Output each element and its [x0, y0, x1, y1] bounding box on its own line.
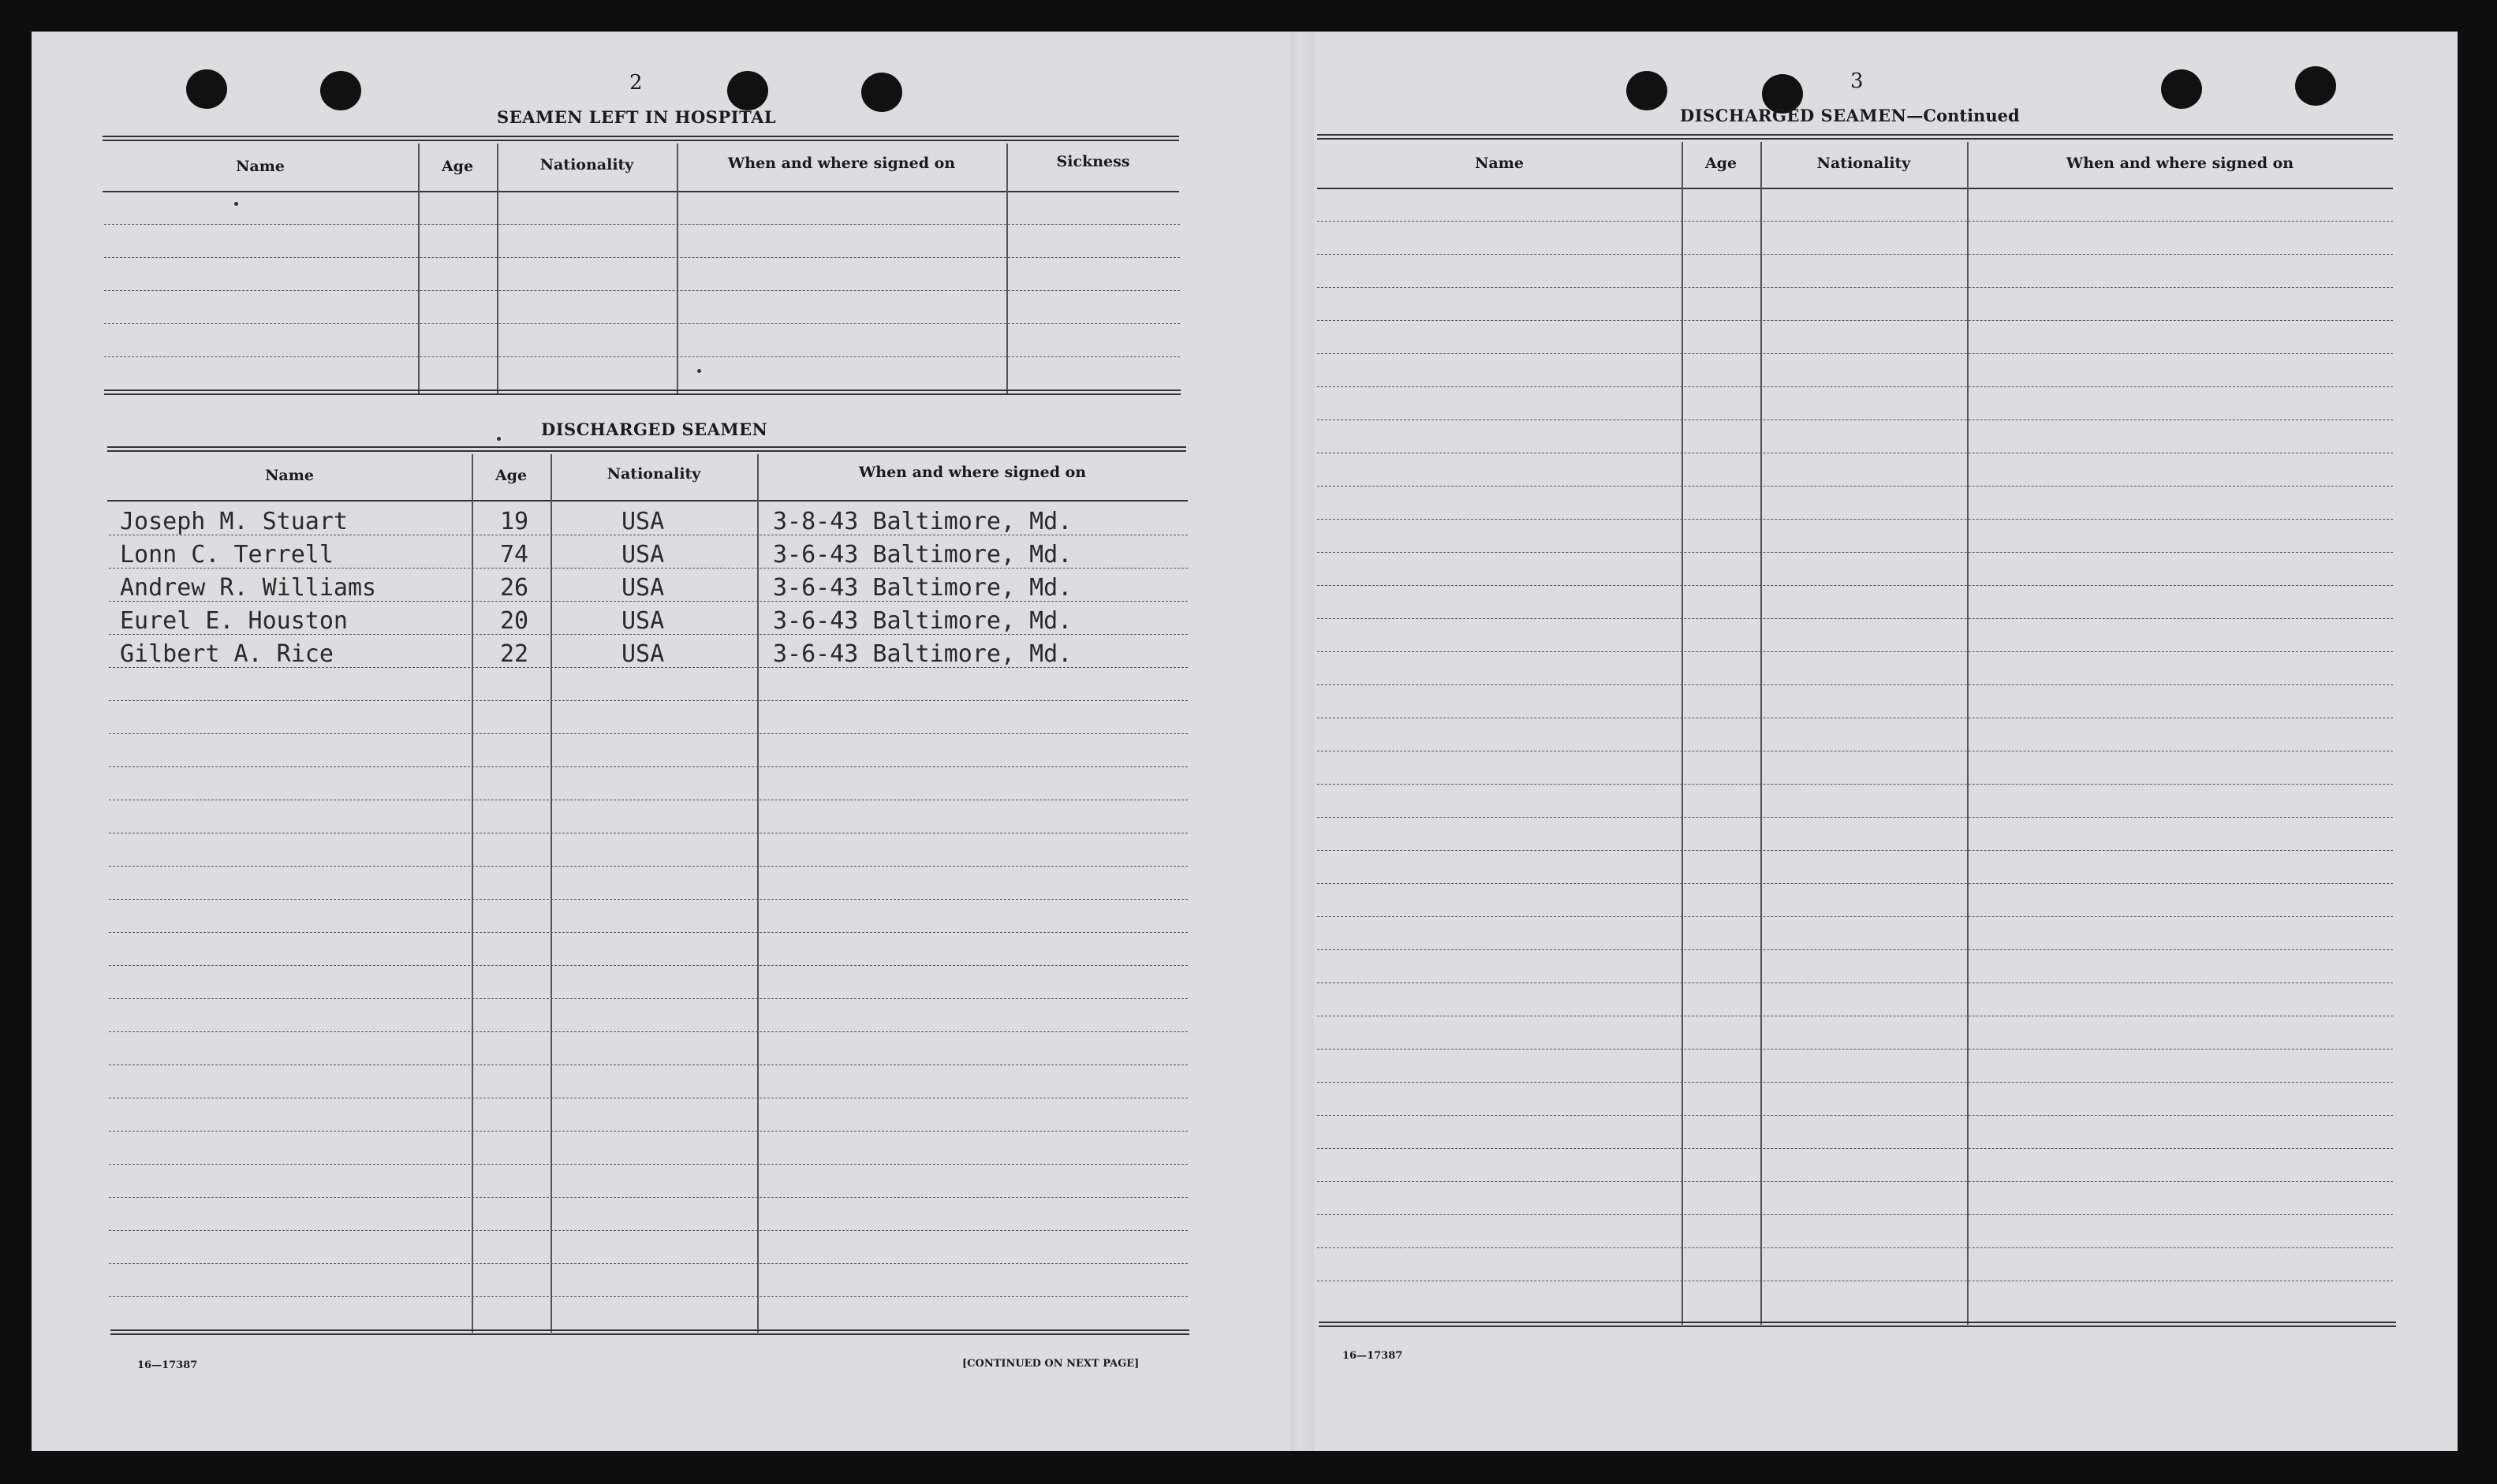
hospital-col-name: Name	[236, 158, 285, 175]
continued-note: [CONTINUED ON NEXT PAGE]	[962, 1358, 1140, 1370]
seaman-signed-on: 3-6-43 Baltimore, Md.	[773, 541, 1073, 569]
form-number-left: 16—17387	[137, 1359, 198, 1371]
entry-rule	[1317, 221, 2393, 222]
seaman-age: 20	[500, 607, 529, 635]
entry-rule	[109, 1263, 1188, 1264]
hospital-entry-rule	[104, 257, 1180, 258]
right-section-title-main: DISCHARGED SEAMEN	[1680, 106, 1907, 125]
entry-rule	[1317, 552, 2393, 553]
discharged-section-title: DISCHARGED SEAMEN	[541, 419, 768, 439]
entry-rule	[1317, 618, 2393, 619]
entry-rule	[1317, 419, 2393, 420]
punch-hole	[2295, 66, 2336, 106]
seaman-name: Gilbert A. Rice	[120, 640, 334, 668]
entry-rule	[109, 1031, 1188, 1032]
discharged-col-name: Name	[265, 467, 314, 484]
punch-hole	[186, 69, 227, 109]
entry-rule	[1317, 320, 2393, 321]
discharged-col-nationality: Nationality	[607, 465, 701, 483]
entry-rule	[109, 965, 1188, 966]
seaman-nationality: USA	[621, 541, 665, 569]
discharged-col-divider	[551, 454, 552, 1333]
entry-rule	[1317, 784, 2393, 785]
right-col-divider	[1760, 142, 1762, 1325]
entry-rule	[1317, 254, 2393, 255]
entry-rule	[109, 700, 1188, 701]
entry-rule	[1317, 1247, 2393, 1248]
seaman-nationality: USA	[621, 640, 665, 668]
entry-rule	[109, 1296, 1188, 1297]
entry-rule	[1317, 883, 2393, 884]
entry-rule	[1317, 684, 2393, 685]
entry-rule	[1317, 1082, 2393, 1083]
entry-rule	[1317, 486, 2393, 487]
entry-rule	[1317, 519, 2393, 520]
entry-rule	[1317, 1181, 2393, 1182]
discharged-bottom-rule	[110, 1329, 1189, 1335]
hospital-col-sickness: Sickness	[1056, 153, 1130, 170]
discharged-col-age: Age	[495, 467, 528, 484]
seaman-age: 19	[500, 508, 529, 535]
form-number-right: 16—17387	[1342, 1350, 1403, 1362]
entry-rule	[1317, 817, 2393, 818]
page-number-left: 2	[629, 71, 643, 95]
entry-rule	[109, 601, 1188, 602]
entry-rule	[1317, 1115, 2393, 1116]
punch-hole	[861, 73, 902, 112]
entry-rule	[109, 1197, 1188, 1198]
entry-rule	[1317, 353, 2393, 354]
seaman-age: 74	[500, 541, 529, 569]
seaman-name: Joseph M. Stuart	[120, 508, 348, 535]
page-number-right: 3	[1850, 69, 1864, 93]
hospital-header-rule	[103, 191, 1179, 192]
seaman-name: Eurel E. Houston	[120, 607, 348, 635]
discharged-col-divider	[757, 454, 759, 1333]
entry-rule	[109, 1131, 1188, 1132]
hospital-col-signed-on: When and where signed on	[727, 155, 956, 172]
entry-rule	[1317, 651, 2393, 652]
entry-rule	[109, 998, 1188, 999]
entry-rule	[1317, 850, 2393, 851]
hospital-col-age: Age	[441, 158, 474, 175]
stray-mark	[234, 202, 238, 206]
entry-rule	[1317, 1214, 2393, 1215]
entry-rule	[1317, 287, 2393, 288]
hospital-section-title: SEAMEN LEFT IN HOSPITAL	[497, 107, 777, 127]
right-col-divider	[1681, 142, 1683, 1325]
document-sheet	[32, 32, 2458, 1451]
right-col-divider	[1967, 142, 1969, 1325]
hospital-entry-rule	[104, 224, 1180, 225]
entry-rule	[1317, 386, 2393, 387]
seaman-signed-on: 3-6-43 Baltimore, Md.	[773, 574, 1073, 602]
right-section-title	[1680, 106, 2020, 125]
punch-hole	[1626, 71, 1667, 110]
hospital-col-nationality: Nationality	[539, 156, 634, 173]
seaman-age: 26	[500, 574, 529, 602]
entry-rule	[1317, 1049, 2393, 1050]
entry-rule	[109, 932, 1188, 933]
right-section-title-suffix: —Continued	[1906, 106, 2020, 125]
seaman-signed-on: 3-6-43 Baltimore, Md.	[773, 640, 1073, 668]
entry-rule	[109, 899, 1188, 900]
punch-hole	[727, 71, 768, 110]
entry-rule	[109, 1164, 1188, 1165]
hospital-entry-rule	[104, 290, 1180, 291]
right-col-signed-on: When and where signed on	[2066, 155, 2294, 172]
hospital-entry-rule	[104, 356, 1180, 357]
right-col-name: Name	[1475, 155, 1524, 172]
discharged-header-rule	[107, 500, 1188, 502]
seaman-name: Andrew R. Williams	[120, 574, 377, 602]
entry-rule	[1317, 982, 2393, 983]
entry-rule	[109, 667, 1188, 668]
discharged-col-signed-on: When and where signed on	[858, 464, 1087, 481]
seaman-age: 22	[500, 640, 529, 668]
discharged-col-divider	[472, 454, 473, 1333]
seaman-signed-on: 3-6-43 Baltimore, Md.	[773, 607, 1073, 635]
stray-mark	[497, 437, 501, 441]
entry-rule	[1317, 916, 2393, 917]
right-col-age: Age	[1704, 155, 1737, 172]
entry-rule	[109, 766, 1188, 767]
entry-rule	[1317, 949, 2393, 950]
seaman-nationality: USA	[621, 508, 665, 535]
entry-rule	[109, 634, 1188, 635]
entry-rule	[1317, 1148, 2393, 1149]
entry-rule	[109, 733, 1188, 734]
entry-rule	[109, 1230, 1188, 1231]
right-col-nationality: Nationality	[1816, 155, 1911, 172]
punch-hole	[320, 71, 361, 110]
seaman-name: Lonn C. Terrell	[120, 541, 334, 569]
seaman-nationality: USA	[621, 574, 665, 602]
right-top-rule	[1317, 134, 2393, 140]
hospital-entry-rule	[104, 323, 1180, 324]
seaman-nationality: USA	[621, 607, 665, 635]
right-header-rule	[1317, 188, 2393, 189]
hospital-top-rule	[103, 136, 1179, 141]
entry-rule	[109, 568, 1188, 569]
right-bottom-rule	[1319, 1322, 2396, 1327]
seaman-signed-on: 3-8-43 Baltimore, Md.	[773, 508, 1073, 535]
discharged-top-rule	[107, 446, 1186, 452]
stray-mark	[697, 369, 701, 373]
page-fold	[1290, 32, 1314, 1451]
hospital-bottom-rule	[104, 390, 1181, 395]
punch-hole	[2161, 69, 2202, 109]
entry-rule	[109, 866, 1188, 867]
entry-rule	[1317, 585, 2393, 586]
